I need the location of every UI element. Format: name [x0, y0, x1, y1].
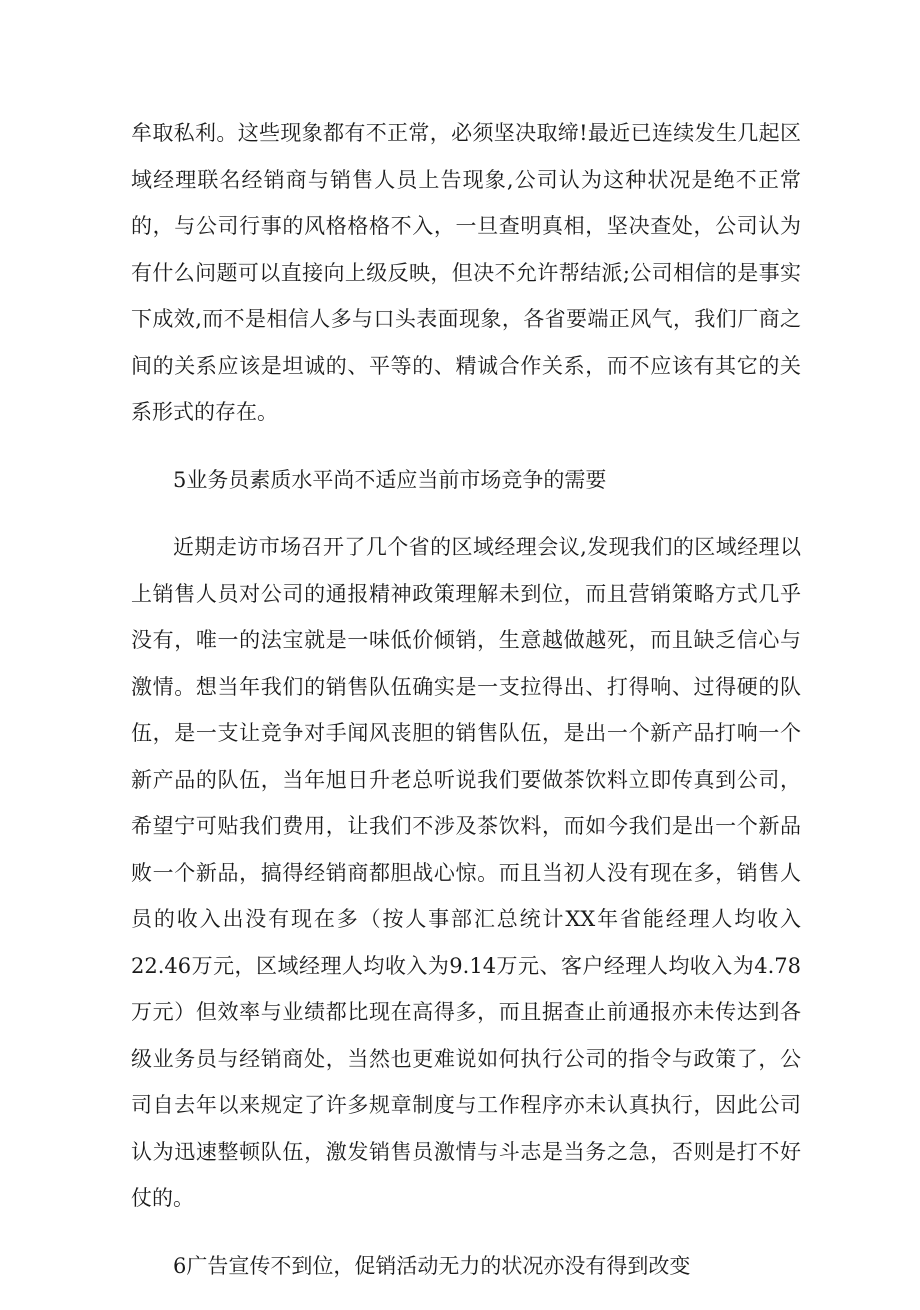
section-heading-5: 5业务员素质水平尚不适应当前市场竞争的需要: [173, 467, 607, 492]
paragraph-sales-quality: 近期走访市场召开了几个省的区域经理会议,发现我们的区域经理以上销售人员对公司的通报精神政策理解未到位，而且营销策略方式几乎没有，唯一的法宝就是一味低价倾销，生意越做越死，而且缺乏信心与激情。想当年我们的销售队伍确实是一支拉得出、打得响、过得硬的队伍，是一支让竞争对手闻风丧胆的销售队伍，是出一个新产品打响一个新产品的队伍，当年旭日升老总听说我们要做茶饮料立即传真到公司，希望宁可贴我们费用，让我们不涉及茶饮料，而如今我们是出一个新品败一个新品，搞得经销商都胆战心惊。而且当初人没有现在多，销售人员的收入出没有现在多（按人事部汇总统计XX年省能经理人均收入22.46万元，区域经理人均收入为9.14万元、客户经理人均收入为4.78万元）但效率与业绩都比现在高得多，而且据查止前通报亦未传达到各级业务员与经销商处，当然也更难说如何执行公司的指令与政策了，公司自去年以来规定了许多规章制度与工作程序亦未认真执行，因此公司认为迅速整顿队伍，激发销售员激情与斗志是当务之急，否则是打不好仗的。: [131, 535, 801, 1210]
document-body: [131, 110, 801, 1310]
paragraph-misconduct: 牟取私利。这些现象都有不正常，必须坚决取缔!最近已连续发生几起区域经理联名经销商与销售人员上告现象,公司认为这种状况是绝不正常的，与公司行事的风格格格不入，一旦查明真相，坚决查处，公司认为有什么问题可以直接向上级反映，但决不允许帮结派;公司相信的是事实下成效,而不是相信人多与口头表面现象，各省要端正风气，我们厂商之间的关系应该是坦诚的、平等的、精诚合作关系，而不应该有其它的关系形式的存在。: [131, 121, 801, 424]
section-heading-6: 6广告宣传不到位，促销活动无力的状况亦没有得到改变: [173, 1253, 691, 1278]
